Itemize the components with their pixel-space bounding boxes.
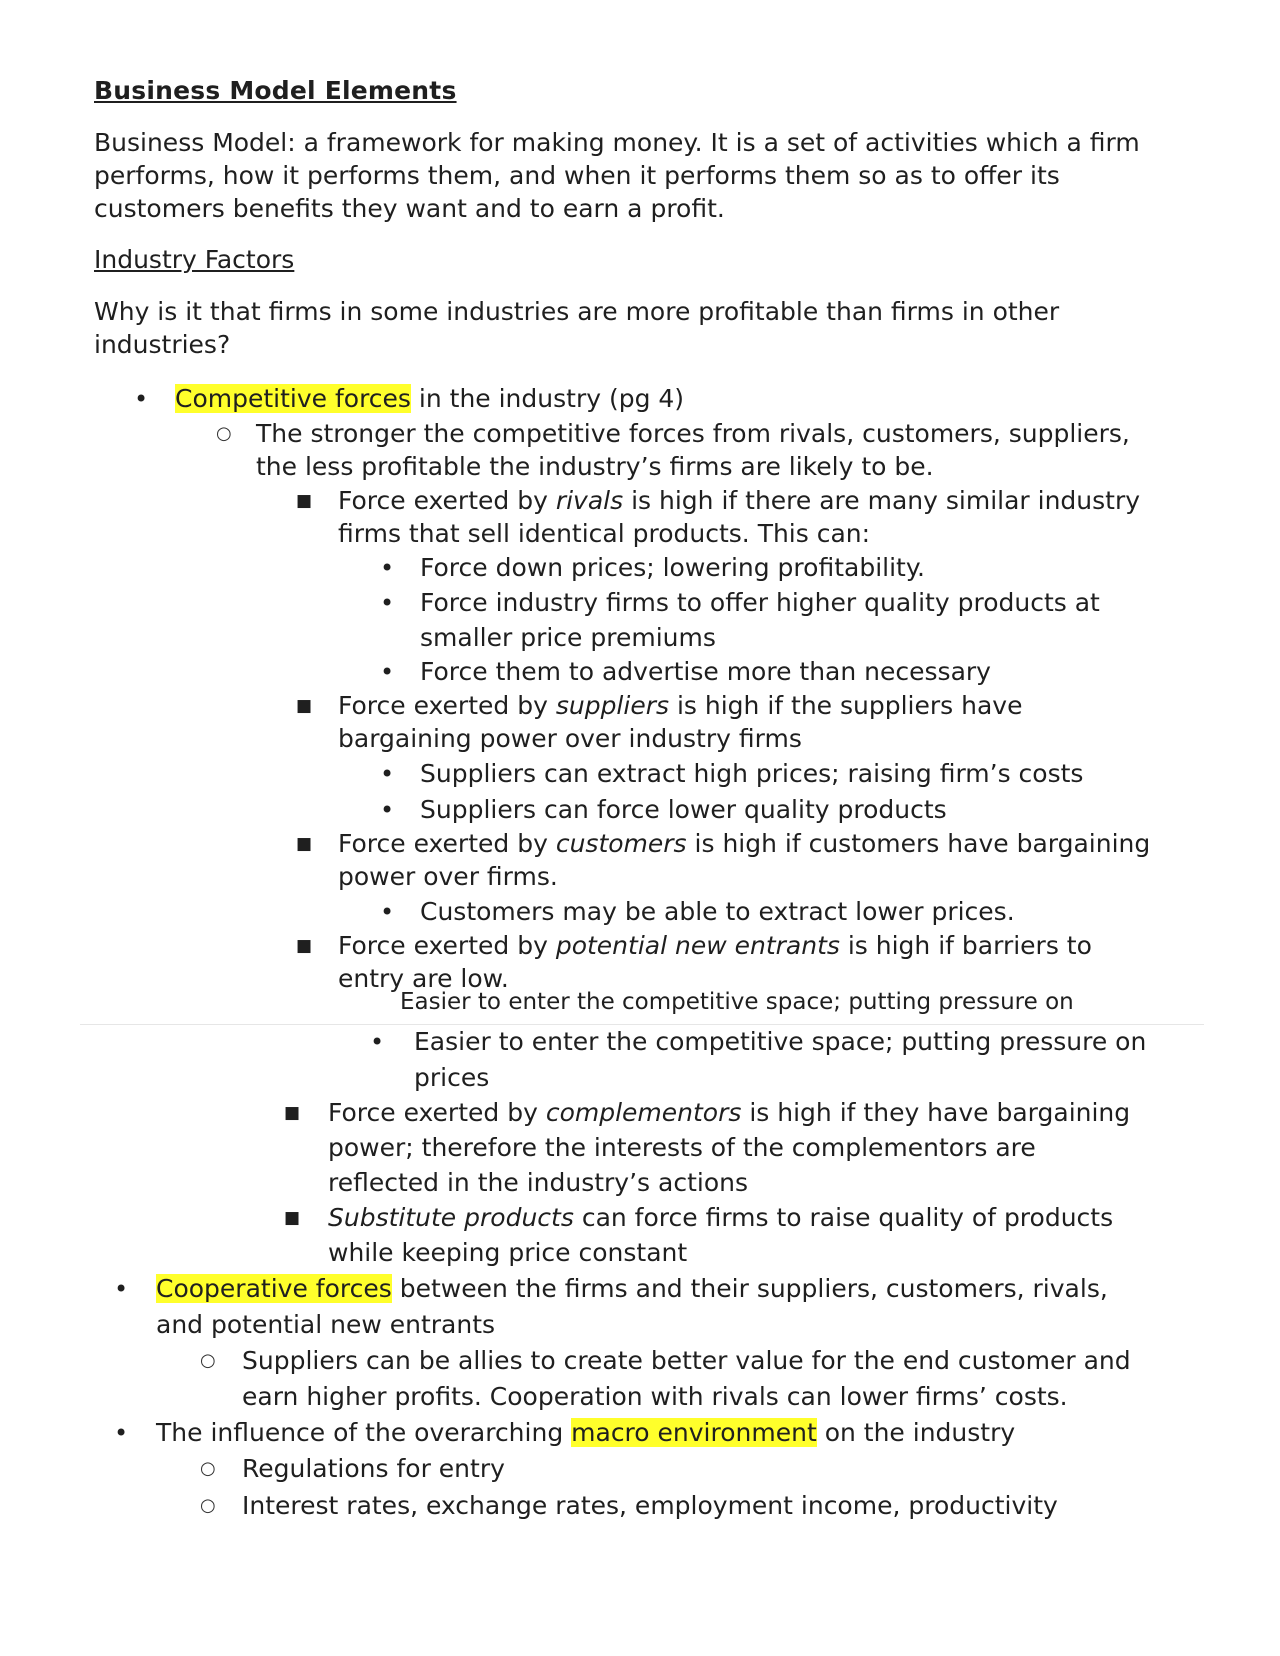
complementors-line-1: Force exerted by complementors is high if they have bargaining	[328, 1098, 1131, 1127]
macro-sub-1: Regulations for entry	[242, 1454, 505, 1483]
complementors-line-2: power; therefore the interests of the complementors are	[328, 1133, 1036, 1162]
question-line-1: Why is it that firms in some industries are more profitable than firms in other	[94, 297, 1060, 326]
complementors-emphasis: complementors	[545, 1098, 742, 1127]
entrants-emphasis: potential new entrants	[555, 931, 840, 960]
customers-emphasis: customers	[555, 829, 687, 858]
competitive-forces-line	[175, 382, 684, 416]
page-seam-cutoff-text: Easier to enter the competitive space; putting pressure on	[400, 989, 1074, 1015]
bullet-dot-icon: •	[380, 898, 395, 926]
customers-line-2: power over firms.	[338, 862, 558, 891]
suppliers-emphasis: suppliers	[555, 691, 670, 720]
cooperative-forces-line-2: and potential new entrants	[156, 1310, 496, 1339]
customers-line-1: Force exerted by customers is high if customers have bargaining	[338, 829, 1151, 858]
suppliers-line-2: bargaining power over industry firms	[338, 724, 802, 753]
bullet-dot-icon: •	[380, 658, 395, 686]
cooperative-forces-highlight: Cooperative forces	[156, 1274, 392, 1303]
bullet-square-icon: ■	[296, 696, 313, 716]
bullet-circle-icon: ○	[200, 1495, 216, 1516]
definition-line-1: Business Model: a framework for making money. It is a set of activities which a firm	[94, 128, 1140, 157]
entrants-line-1: Force exerted by potential new entrants is high if barriers to	[338, 931, 1092, 960]
cooperative-forces-line-1: Cooperative forces between the firms and their suppliers, customers, rivals,	[156, 1274, 1108, 1303]
macro-sub-2: Interest rates, exchange rates, employment income, productivity	[242, 1491, 1058, 1520]
substitutes-emphasis: Substitute products	[328, 1203, 574, 1232]
question-line-2: industries?	[94, 330, 231, 359]
bullet-circle-icon: ○	[216, 423, 232, 444]
rivals-point-1: Force down prices; lowering profitability.	[420, 553, 926, 582]
macro-environment-line: The influence of the overarching macro environment on the industry	[156, 1418, 1016, 1447]
entrants-point-1: Easier to enter the competitive space; putting pressure on	[414, 1027, 1147, 1056]
bullet-dot-icon: •	[380, 796, 395, 824]
definition-line-2: performs, how it performs them, and when it performs them so as to offer its	[94, 161, 1060, 190]
bullet-square-icon: ■	[284, 1103, 301, 1123]
rivals-point-2-cont: smaller price premiums	[420, 623, 716, 652]
cooperative-sub-line-2: earn higher profits. Cooperation with rivals can lower firms’ costs.	[242, 1382, 1068, 1411]
entrants-point-1-cont: prices	[414, 1063, 490, 1092]
suppliers-point-2: Suppliers can force lower quality products	[420, 795, 947, 824]
rivals-point-2: Force industry firms to offer higher quality products at	[420, 588, 1100, 617]
bullet-square-icon: ■	[296, 491, 313, 511]
macro-environment-highlight: macro environment	[571, 1418, 817, 1447]
suppliers-line-1: Force exerted by suppliers is high if the suppliers have	[338, 691, 1023, 720]
document-title: Business Model Elements	[94, 76, 457, 105]
bullet-square-icon: ■	[284, 1208, 301, 1228]
rivals-emphasis: rivals	[555, 486, 624, 515]
competitive-forces-rest: in the industry (pg 4)	[410, 384, 685, 413]
bullet-circle-icon: ○	[200, 1458, 216, 1479]
rivals-line-1: Force exerted by rivals is high if there are many similar industry	[338, 486, 1141, 515]
competitive-forces-highlight: Competitive forces	[175, 384, 411, 413]
stronger-forces-line-2: the less profitable the industry’s firms are likely to be.	[256, 452, 934, 481]
suppliers-point-1: Suppliers can extract high prices; raising firm’s costs	[420, 759, 1084, 788]
bullet-circle-icon: ○	[200, 1350, 216, 1371]
bullet-dot-icon: •	[380, 554, 395, 582]
rivals-line-2: firms that sell identical products. This can:	[338, 519, 871, 548]
complementors-line-3: reflected in the industry’s actions	[328, 1168, 748, 1197]
bullet-dot-icon: •	[114, 1275, 129, 1303]
entrants-line-2: entry are low.	[338, 964, 509, 993]
stronger-forces-line-1: The stronger the competitive forces from rivals, customers, suppliers,	[256, 419, 1130, 448]
bullet-dot-icon: •	[380, 760, 395, 788]
customers-point-1: Customers may be able to extract lower prices.	[420, 897, 1015, 926]
definition-line-3: customers benefits they want and to earn a profit.	[94, 194, 725, 223]
bullet-dot-icon: •	[134, 385, 149, 413]
bullet-dot-icon: •	[370, 1028, 385, 1056]
substitutes-line-2: while keeping price constant	[328, 1238, 688, 1267]
bullet-square-icon: ■	[296, 936, 313, 956]
rivals-point-3: Force them to advertise more than necessary	[420, 657, 991, 686]
bullet-dot-icon: •	[380, 589, 395, 617]
bullet-square-icon: ■	[296, 834, 313, 854]
subheading-industry-factors: Industry Factors	[94, 245, 295, 274]
bullet-dot-icon: •	[114, 1419, 129, 1447]
substitutes-line-1: Substitute products can force firms to raise quality of products	[328, 1203, 1114, 1232]
cooperative-sub-line-1: Suppliers can be allies to create better value for the end customer and	[242, 1346, 1131, 1375]
